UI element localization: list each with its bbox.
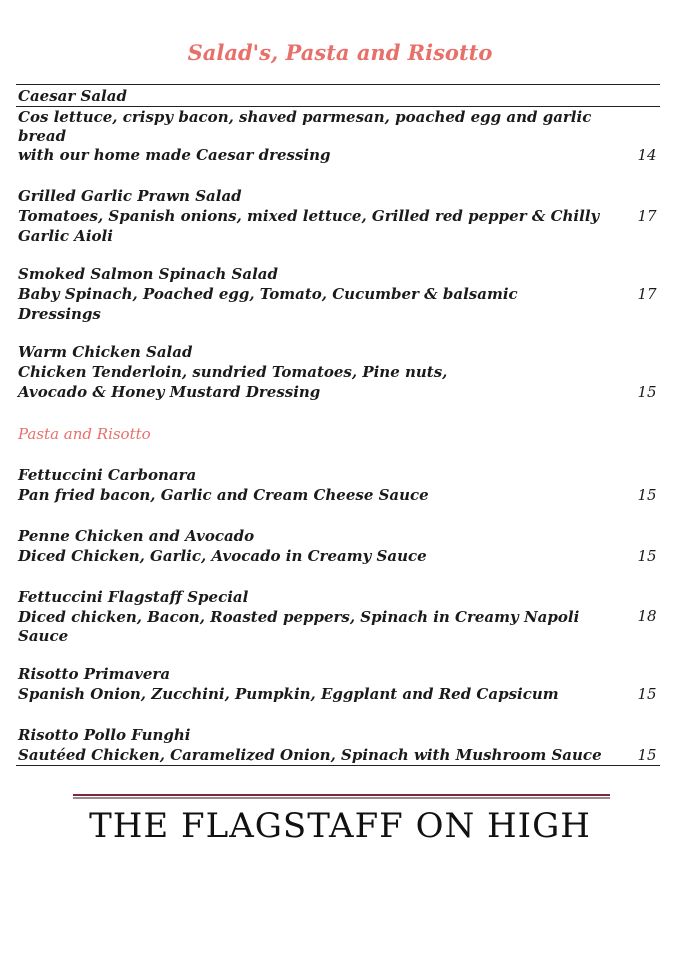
item-name: Risotto Pollo Funghi	[18, 726, 191, 744]
item-desc: Avocado & Honey Mustard Dressing	[18, 383, 321, 401]
menu-title: Salad's, Pasta and Risotto	[187, 40, 493, 65]
item-name: Caesar Salad	[18, 87, 127, 105]
item-desc: Diced Chicken, Garlic, Avocado in Creamy Sauce	[18, 547, 427, 565]
item-name: Penne Chicken and Avocado	[18, 527, 255, 545]
footer-divider	[73, 794, 610, 799]
item-desc: Pan fried bacon, Garlic and Cream Cheese Sauce	[18, 486, 429, 504]
item-name: Smoked Salmon Spinach Salad	[18, 265, 278, 283]
item-desc: Dressings	[18, 305, 101, 323]
item-desc: Spanish Onion, Zucchini, Pumpkin, Eggplant and Red Capsicum	[18, 685, 559, 703]
item-price: 18	[637, 607, 657, 625]
item-desc: Diced chicken, Bacon, Roasted peppers, Spinach in Creamy Napoli	[18, 608, 580, 626]
item-desc: Tomatoes, Spanish onions, mixed lettuce, Grilled red pepper & Chilly	[18, 207, 600, 225]
item-desc: Cos lettuce, crispy bacon, shaved parmesan, poached egg and garlic	[18, 108, 592, 126]
item-desc: Chicken Tenderloin, sundried Tomatoes, Pine nuts,	[18, 363, 448, 381]
item-desc: Baby Spinach, Poached egg, Tomato, Cucumber & balsamic	[18, 285, 518, 303]
item-desc: Sautéed Chicken, Caramelized Onion, Spinach with Mushroom Sauce	[18, 746, 602, 764]
section-heading: Pasta and Risotto	[18, 425, 151, 443]
item-name: Risotto Primavera	[18, 665, 171, 683]
item-price: 17	[637, 285, 657, 303]
item-name: Grilled Garlic Prawn Salad	[18, 187, 242, 205]
divider	[16, 765, 660, 766]
item-price: 17	[637, 207, 657, 225]
item-desc: with our home made Caesar dressing	[18, 146, 331, 164]
item-name: Fettuccini Flagstaff Special	[18, 588, 249, 606]
item-price: 15	[637, 547, 657, 565]
item-price: 14	[637, 146, 657, 164]
item-price: 15	[637, 486, 657, 504]
item-name: Warm Chicken Salad	[18, 343, 193, 361]
restaurant-name: THE FLAGSTAFF ON HIGH	[89, 806, 591, 846]
item-desc: Garlic Aioli	[18, 227, 113, 245]
item-price: 15	[637, 746, 657, 764]
item-desc: Sauce	[18, 627, 69, 645]
divider	[16, 84, 660, 85]
item-name: Fettuccini Carbonara	[18, 466, 197, 484]
item-price: 15	[637, 685, 657, 703]
item-price: 15	[637, 383, 657, 401]
item-desc: bread	[18, 127, 67, 145]
